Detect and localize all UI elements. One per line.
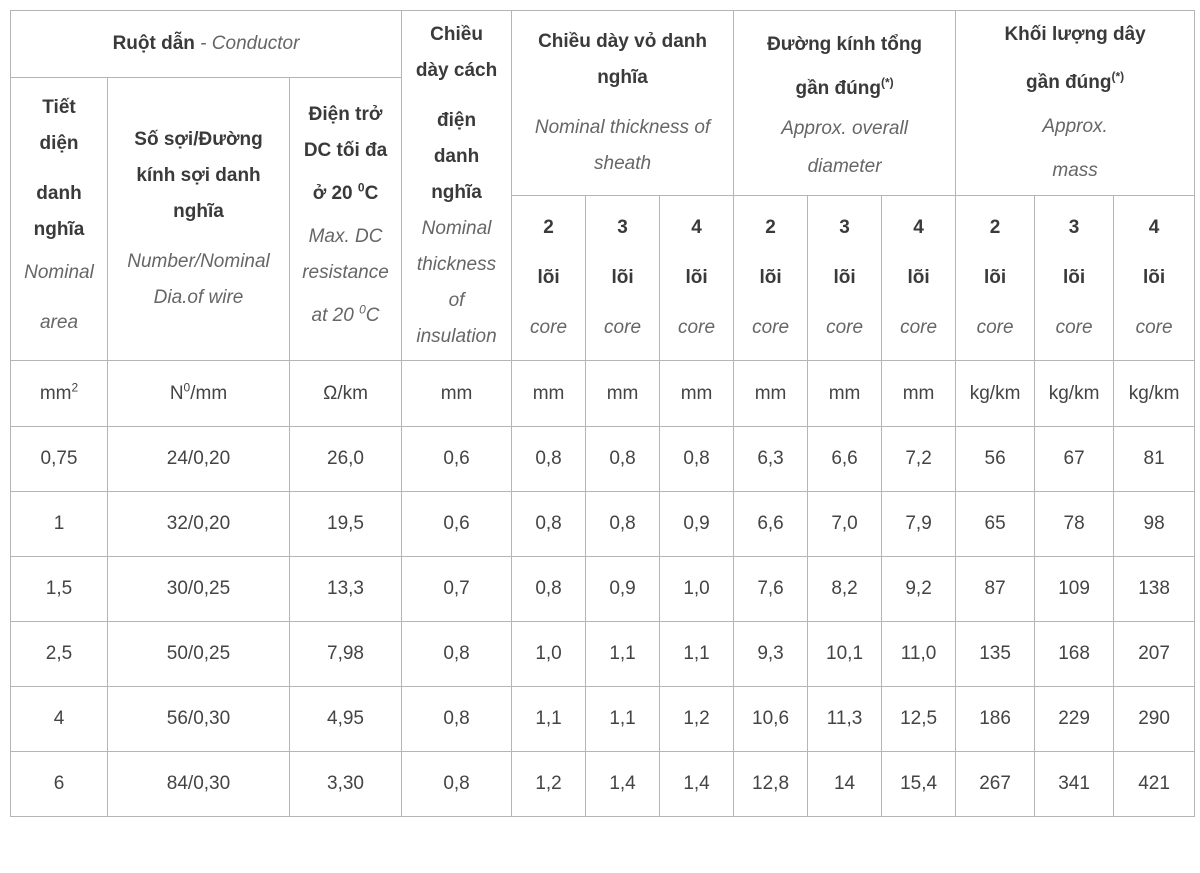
cell-diameter-2: 6,6 bbox=[734, 492, 808, 557]
cell-mass-2: 87 bbox=[956, 557, 1035, 622]
cell-mass-2: 186 bbox=[956, 687, 1035, 752]
insulation-label-vi-4: danh bbox=[433, 145, 480, 167]
cell-mass-4: 421 bbox=[1114, 752, 1195, 817]
sheath-label-vi-1: Chiều dày vỏ danh bbox=[538, 31, 707, 52]
area-label-vi-2: diện bbox=[39, 133, 79, 154]
sheath-core-2 bbox=[512, 196, 586, 361]
wire-label-vi-2: kính sợi danh bbox=[136, 165, 261, 186]
core-label-vi: lõi bbox=[611, 267, 634, 288]
unit-sheath-2: mm bbox=[512, 361, 586, 427]
unit-area bbox=[11, 361, 108, 427]
unit-mass-3: kg/km bbox=[1035, 361, 1114, 427]
diameter-footnote-mark: (*) bbox=[880, 75, 894, 90]
unit-wire bbox=[108, 361, 290, 427]
cell-diameter-3: 8,2 bbox=[808, 557, 882, 622]
cell-mass-2: 135 bbox=[956, 622, 1035, 687]
cell-wire: 50/0,25 bbox=[108, 622, 290, 687]
conductor-group-header bbox=[11, 11, 402, 78]
core-label-vi: lõi bbox=[1143, 267, 1166, 288]
diameter-core-3 bbox=[808, 196, 882, 361]
core-count: 3 bbox=[839, 217, 850, 238]
core-count: 3 bbox=[1068, 217, 1080, 238]
insulation-label-vi-3: điện bbox=[437, 109, 477, 131]
core-label-vi: lõi bbox=[907, 267, 930, 288]
cell-diameter-2: 9,3 bbox=[734, 622, 808, 687]
core-label-vi: lõi bbox=[685, 267, 708, 288]
insulation-label-vi-1: Chiều bbox=[430, 23, 483, 45]
insulation-label-vi-5: nghĩa bbox=[431, 181, 482, 203]
cell-diameter-3: 6,6 bbox=[808, 427, 882, 492]
unit-diameter-4: mm bbox=[882, 361, 956, 427]
cable-spec-table bbox=[10, 10, 1195, 817]
cell-mass-3: 78 bbox=[1035, 492, 1114, 557]
cell-sheath-3: 1,1 bbox=[586, 622, 660, 687]
core-label-vi: lõi bbox=[833, 267, 856, 288]
resistance-header bbox=[290, 78, 402, 361]
table-row bbox=[11, 492, 1195, 557]
diameter-core-2 bbox=[734, 196, 808, 361]
cell-diameter-4: 12,5 bbox=[882, 687, 956, 752]
cell-insulation: 0,8 bbox=[402, 752, 512, 817]
unit-diameter-3: mm bbox=[808, 361, 882, 427]
table-row bbox=[11, 752, 1195, 817]
core-label-vi: lõi bbox=[759, 267, 782, 288]
core-count: 2 bbox=[989, 217, 1001, 238]
wire-label-en-1: Number/Nominal bbox=[127, 251, 270, 272]
cell-resistance: 3,30 bbox=[290, 752, 402, 817]
cell-sheath-3: 1,1 bbox=[586, 687, 660, 752]
resistance-label-vi-2: DC tối đa bbox=[303, 140, 388, 161]
cell-sheath-3: 1,4 bbox=[586, 752, 660, 817]
cell-mass-4: 98 bbox=[1114, 492, 1195, 557]
wire-label-vi-1: Số sợi/Đường bbox=[134, 129, 263, 150]
area-label-vi-3: danh bbox=[36, 183, 82, 204]
mass-label-en-1: Approx. bbox=[1042, 116, 1108, 137]
resistance-temp-en: at 20 bbox=[311, 305, 354, 326]
cell-wire: 32/0,20 bbox=[108, 492, 290, 557]
sheath-label-en-2: sheath bbox=[594, 153, 652, 174]
core-label-en: core bbox=[976, 317, 1014, 338]
table-row bbox=[11, 557, 1195, 622]
sheath-core-3 bbox=[586, 196, 660, 361]
cell-diameter-2: 10,6 bbox=[734, 687, 808, 752]
header-row-1 bbox=[11, 11, 1195, 78]
sheath-label-en-1: Nominal thickness of bbox=[534, 117, 711, 138]
core-count: 2 bbox=[543, 217, 554, 238]
mass-core-4 bbox=[1114, 196, 1195, 361]
cell-mass-4: 81 bbox=[1114, 427, 1195, 492]
unit-area-sup: 2 bbox=[71, 380, 79, 395]
unit-sheath-3: mm bbox=[586, 361, 660, 427]
conductor-separator: - bbox=[194, 33, 212, 54]
area-label-vi-4: nghĩa bbox=[33, 219, 85, 240]
conductor-label-vi: Ruột dẫn bbox=[112, 33, 195, 54]
cell-area: 1,5 bbox=[11, 557, 108, 622]
cell-sheath-4: 1,0 bbox=[660, 557, 734, 622]
cell-mass-2: 65 bbox=[956, 492, 1035, 557]
cell-sheath-4: 0,8 bbox=[660, 427, 734, 492]
cell-sheath-2: 0,8 bbox=[512, 492, 586, 557]
cell-sheath-2: 0,8 bbox=[512, 557, 586, 622]
core-label-vi: lõi bbox=[1062, 267, 1086, 288]
mass-label-en-2: mass bbox=[1052, 160, 1098, 181]
unit-resistance: Ω/km bbox=[290, 361, 402, 427]
cell-diameter-3: 7,0 bbox=[808, 492, 882, 557]
core-label-en: core bbox=[826, 317, 864, 338]
cell-area: 0,75 bbox=[11, 427, 108, 492]
cell-sheath-4: 1,1 bbox=[660, 622, 734, 687]
area-header bbox=[11, 78, 108, 361]
insulation-label-vi-2: dày cách bbox=[415, 59, 498, 81]
diameter-label-vi-1: Đường kính tổng bbox=[767, 34, 923, 55]
cell-sheath-3: 0,9 bbox=[586, 557, 660, 622]
cell-diameter-4: 15,4 bbox=[882, 752, 956, 817]
cell-mass-4: 138 bbox=[1114, 557, 1195, 622]
cell-resistance: 7,98 bbox=[290, 622, 402, 687]
resistance-label-en-1: Max. DC bbox=[308, 226, 383, 247]
cell-diameter-3: 10,1 bbox=[808, 622, 882, 687]
cell-resistance: 4,95 bbox=[290, 687, 402, 752]
core-label-en: core bbox=[530, 317, 568, 338]
core-label-en: core bbox=[1055, 317, 1093, 338]
cell-diameter-2: 6,3 bbox=[734, 427, 808, 492]
cell-sheath-3: 0,8 bbox=[586, 492, 660, 557]
cell-insulation: 0,6 bbox=[402, 492, 512, 557]
cell-mass-3: 229 bbox=[1035, 687, 1114, 752]
cell-diameter-4: 7,9 bbox=[882, 492, 956, 557]
mass-core-3 bbox=[1035, 196, 1114, 361]
wire-header bbox=[108, 78, 290, 361]
core-label-en: core bbox=[1135, 317, 1173, 338]
diameter-label-en-1: Approx. overall bbox=[781, 118, 908, 139]
core-count: 4 bbox=[691, 217, 702, 238]
resistance-label-vi-1: Điện trở bbox=[308, 104, 383, 125]
cell-diameter-4: 11,0 bbox=[882, 622, 956, 687]
cell-diameter-3: 14 bbox=[808, 752, 882, 817]
units-row bbox=[11, 361, 1195, 427]
sheath-label-vi-2: nghĩa bbox=[597, 67, 648, 88]
cell-area: 6 bbox=[11, 752, 108, 817]
table-row bbox=[11, 427, 1195, 492]
core-count: 2 bbox=[765, 217, 776, 238]
cell-mass-4: 290 bbox=[1114, 687, 1195, 752]
resistance-temp-sup-en: 0 bbox=[359, 302, 366, 317]
cell-area: 4 bbox=[11, 687, 108, 752]
cell-wire: 24/0,20 bbox=[108, 427, 290, 492]
cell-diameter-3: 11,3 bbox=[808, 687, 882, 752]
cell-sheath-2: 0,8 bbox=[512, 427, 586, 492]
cell-insulation: 0,7 bbox=[402, 557, 512, 622]
cell-insulation: 0,8 bbox=[402, 622, 512, 687]
mass-core-2 bbox=[956, 196, 1035, 361]
cell-diameter-2: 7,6 bbox=[734, 557, 808, 622]
unit-mass-2: kg/km bbox=[956, 361, 1035, 427]
cell-sheath-4: 1,2 bbox=[660, 687, 734, 752]
mass-footnote-mark: (*) bbox=[1111, 69, 1125, 84]
mass-label-vi-2: gần đúng bbox=[1026, 72, 1112, 93]
cell-wire: 56/0,30 bbox=[108, 687, 290, 752]
wire-label-vi-3: nghĩa bbox=[173, 201, 224, 222]
cell-diameter-4: 7,2 bbox=[882, 427, 956, 492]
core-label-en: core bbox=[604, 317, 642, 338]
diameter-label-en-2: diameter bbox=[807, 156, 882, 177]
unit-diameter-2: mm bbox=[734, 361, 808, 427]
core-label-en: core bbox=[752, 317, 790, 338]
insulation-label-en-2: thickness bbox=[416, 253, 497, 275]
area-label-en-2: area bbox=[39, 312, 79, 333]
diameter-header bbox=[734, 11, 956, 196]
wire-label-en-2: Dia.of wire bbox=[153, 287, 244, 308]
area-label-vi-1: Tiết bbox=[42, 97, 76, 118]
insulation-label-en-3: of bbox=[448, 289, 465, 311]
unit-wire-text: N bbox=[169, 382, 184, 404]
cell-sheath-2: 1,0 bbox=[512, 622, 586, 687]
cell-mass-3: 168 bbox=[1035, 622, 1114, 687]
cell-mass-2: 56 bbox=[956, 427, 1035, 492]
core-label-en: core bbox=[678, 317, 716, 338]
table-row bbox=[11, 687, 1195, 752]
resistance-temp-unit-en: C bbox=[365, 305, 380, 326]
insulation-header bbox=[402, 11, 512, 361]
unit-insulation: mm bbox=[402, 361, 512, 427]
data-rows bbox=[11, 427, 1195, 817]
cell-mass-4: 207 bbox=[1114, 622, 1195, 687]
cell-mass-3: 67 bbox=[1035, 427, 1114, 492]
cell-area: 1 bbox=[11, 492, 108, 557]
core-label-vi: lõi bbox=[537, 267, 560, 288]
mass-label-vi-1: Khối lượng dây bbox=[1004, 24, 1146, 45]
cell-mass-3: 109 bbox=[1035, 557, 1114, 622]
cell-sheath-2: 1,1 bbox=[512, 687, 586, 752]
unit-wire-sup: 0 bbox=[183, 380, 191, 395]
insulation-label-en-4: insulation bbox=[416, 325, 497, 347]
cell-sheath-2: 1,2 bbox=[512, 752, 586, 817]
cell-resistance: 13,3 bbox=[290, 557, 402, 622]
core-count: 4 bbox=[913, 217, 924, 238]
cell-insulation: 0,6 bbox=[402, 427, 512, 492]
resistance-temp-unit-vi: C bbox=[364, 183, 379, 204]
cell-sheath-4: 0,9 bbox=[660, 492, 734, 557]
mass-header bbox=[956, 11, 1195, 196]
diameter-label-vi-2: gần đúng bbox=[795, 78, 881, 99]
unit-wire-suffix: /mm bbox=[190, 382, 228, 404]
cell-resistance: 26,0 bbox=[290, 427, 402, 492]
unit-mass-4: kg/km bbox=[1114, 361, 1195, 427]
cell-sheath-4: 1,4 bbox=[660, 752, 734, 817]
insulation-label-en-1: Nominal bbox=[421, 217, 492, 239]
resistance-temp-vi: ở 20 bbox=[312, 183, 353, 204]
cell-diameter-4: 9,2 bbox=[882, 557, 956, 622]
resistance-temp-sup-vi: 0 bbox=[357, 180, 365, 195]
cell-sheath-3: 0,8 bbox=[586, 427, 660, 492]
sheath-header bbox=[512, 11, 734, 196]
cell-resistance: 19,5 bbox=[290, 492, 402, 557]
cell-mass-2: 267 bbox=[956, 752, 1035, 817]
cell-mass-3: 341 bbox=[1035, 752, 1114, 817]
table-row bbox=[11, 622, 1195, 687]
diameter-core-4 bbox=[882, 196, 956, 361]
cell-wire: 84/0,30 bbox=[108, 752, 290, 817]
unit-area-text: mm bbox=[39, 382, 72, 404]
resistance-label-en-2: resistance bbox=[302, 262, 389, 283]
cell-diameter-2: 12,8 bbox=[734, 752, 808, 817]
conductor-label-en: Conductor bbox=[211, 33, 300, 54]
sheath-core-4 bbox=[660, 196, 734, 361]
area-label-en-1: Nominal bbox=[24, 262, 94, 283]
core-label-en: core bbox=[900, 317, 938, 338]
core-count: 4 bbox=[1148, 217, 1160, 238]
core-label-vi: lõi bbox=[983, 267, 1007, 288]
cell-insulation: 0,8 bbox=[402, 687, 512, 752]
cell-area: 2,5 bbox=[11, 622, 108, 687]
unit-sheath-4: mm bbox=[660, 361, 734, 427]
cell-wire: 30/0,25 bbox=[108, 557, 290, 622]
core-count: 3 bbox=[617, 217, 628, 238]
